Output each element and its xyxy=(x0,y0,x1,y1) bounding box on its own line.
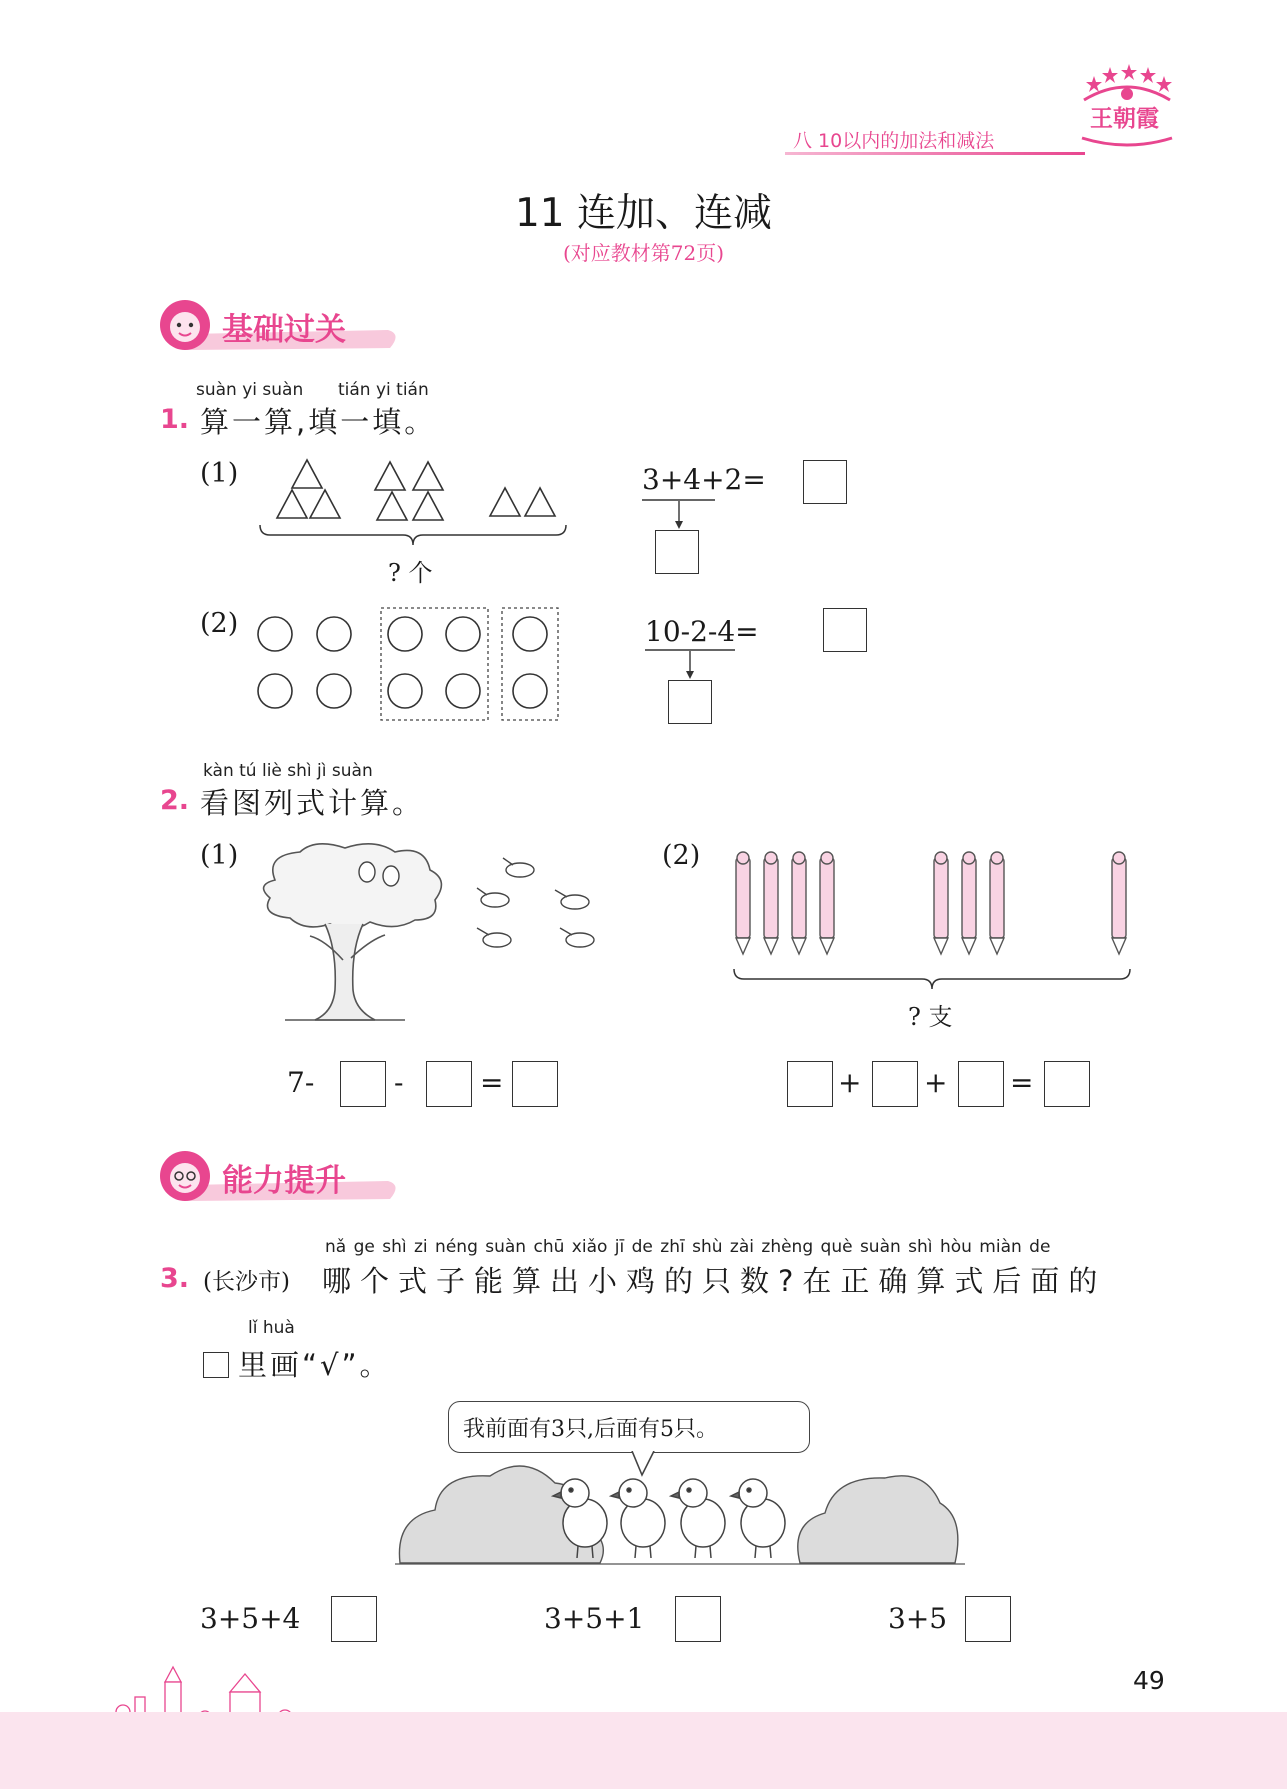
page-subtitle: (对应教材第72页) xyxy=(562,241,725,265)
page-title: 11 连加、连减 xyxy=(514,191,773,236)
answer-box[interactable] xyxy=(823,608,867,652)
q1-pinyin-b: tián yi tián xyxy=(338,380,429,400)
q2-eq2-equals: = xyxy=(1010,1066,1034,1099)
speech-bubble xyxy=(448,1401,810,1453)
q2-eq2-plus2: + xyxy=(924,1066,948,1099)
answer-box[interactable] xyxy=(958,1061,1004,1107)
q2-brace-2-label: ? 支 xyxy=(908,1003,953,1031)
q1-text: 算一算,填一填。 xyxy=(200,405,437,439)
logo-text: 王朝霞 xyxy=(1090,105,1159,132)
q3-text-line2: 里画“√”。 xyxy=(238,1348,392,1382)
answer-box[interactable] xyxy=(655,530,699,574)
q3-option-3-checkbox[interactable] xyxy=(965,1596,1011,1642)
answer-box[interactable] xyxy=(1044,1061,1090,1107)
q2-pinyin: kàn tú liè shì jì suàn xyxy=(203,761,373,781)
footer-band xyxy=(0,1712,1287,1789)
q3-pinyin-line1: nǎ ge shì zi néng suàn chū xiǎo jī de zhī shù zài zhèng què suàn shì hòu miàn de xyxy=(325,1237,1051,1257)
q1-expr-2: 10-2-4= xyxy=(645,615,759,648)
q2-eq1-minus: - xyxy=(394,1066,404,1099)
chicks-bushes-illustration xyxy=(395,1448,965,1568)
answer-box[interactable] xyxy=(803,460,847,504)
q1-pinyin-a: suàn yi suàn xyxy=(196,380,304,400)
q3-number: 3. xyxy=(160,1263,190,1294)
answer-box[interactable] xyxy=(668,680,712,724)
speech-text: 我前面有3只,后面有5只。 xyxy=(463,1417,718,1442)
q1-part2-label: (2) xyxy=(200,608,239,639)
q2-number: 2. xyxy=(160,785,190,816)
tree-birds-illustration xyxy=(255,840,625,1030)
answer-box[interactable] xyxy=(426,1061,472,1107)
section-banner-basic xyxy=(158,296,403,354)
answer-box[interactable] xyxy=(872,1061,918,1107)
q1-number: 1. xyxy=(160,404,190,435)
q2-brace-2 xyxy=(732,965,1132,995)
q2-eq1-start: 7- xyxy=(287,1066,315,1099)
q3-option-2-checkbox[interactable] xyxy=(675,1596,721,1642)
q2-eq1-equals: = xyxy=(480,1066,504,1099)
q3-option-1-checkbox[interactable] xyxy=(331,1596,377,1642)
q3-source: (长沙市) xyxy=(203,1269,290,1295)
answer-box[interactable] xyxy=(787,1061,833,1107)
section-banner-advanced xyxy=(158,1147,403,1205)
header-underline xyxy=(785,152,1085,155)
q2-part2-label: (2) xyxy=(662,840,701,871)
q3-pinyin-line2: lǐ huà xyxy=(248,1318,295,1338)
q1-part1-label: (1) xyxy=(200,458,239,489)
q1-expr-1: 3+4+2= xyxy=(642,463,766,496)
q2-part1-label: (1) xyxy=(200,840,239,871)
brand-logo xyxy=(1072,60,1182,155)
q3-option-2-text: 3+5+1 xyxy=(544,1602,645,1635)
section-title-basic: 基础过关 xyxy=(222,312,346,348)
section-title-advanced: 能力提升 xyxy=(222,1163,346,1199)
answer-box[interactable] xyxy=(340,1061,386,1107)
answer-box[interactable] xyxy=(512,1061,558,1107)
q1-brace-1-label: ? 个 xyxy=(388,559,433,587)
circle-groups xyxy=(250,604,570,724)
q2-eq2-plus1: + xyxy=(838,1066,862,1099)
checkbox-placeholder xyxy=(203,1352,229,1378)
chapter-title: 八 10以内的加法和减法 xyxy=(793,130,995,152)
q2-text: 看图列式计算。 xyxy=(200,786,425,820)
q1-brace-1 xyxy=(258,521,568,551)
q3-option-1-text: 3+5+4 xyxy=(200,1602,301,1635)
q3-text-line1: 哪个式子能算出小鸡的只数?在正确算式后面的 xyxy=(322,1264,1107,1298)
pencils-illustration xyxy=(725,850,1135,970)
q3-option-3-text: 3+5 xyxy=(888,1602,948,1635)
page-number: 49 xyxy=(1133,1666,1165,1695)
